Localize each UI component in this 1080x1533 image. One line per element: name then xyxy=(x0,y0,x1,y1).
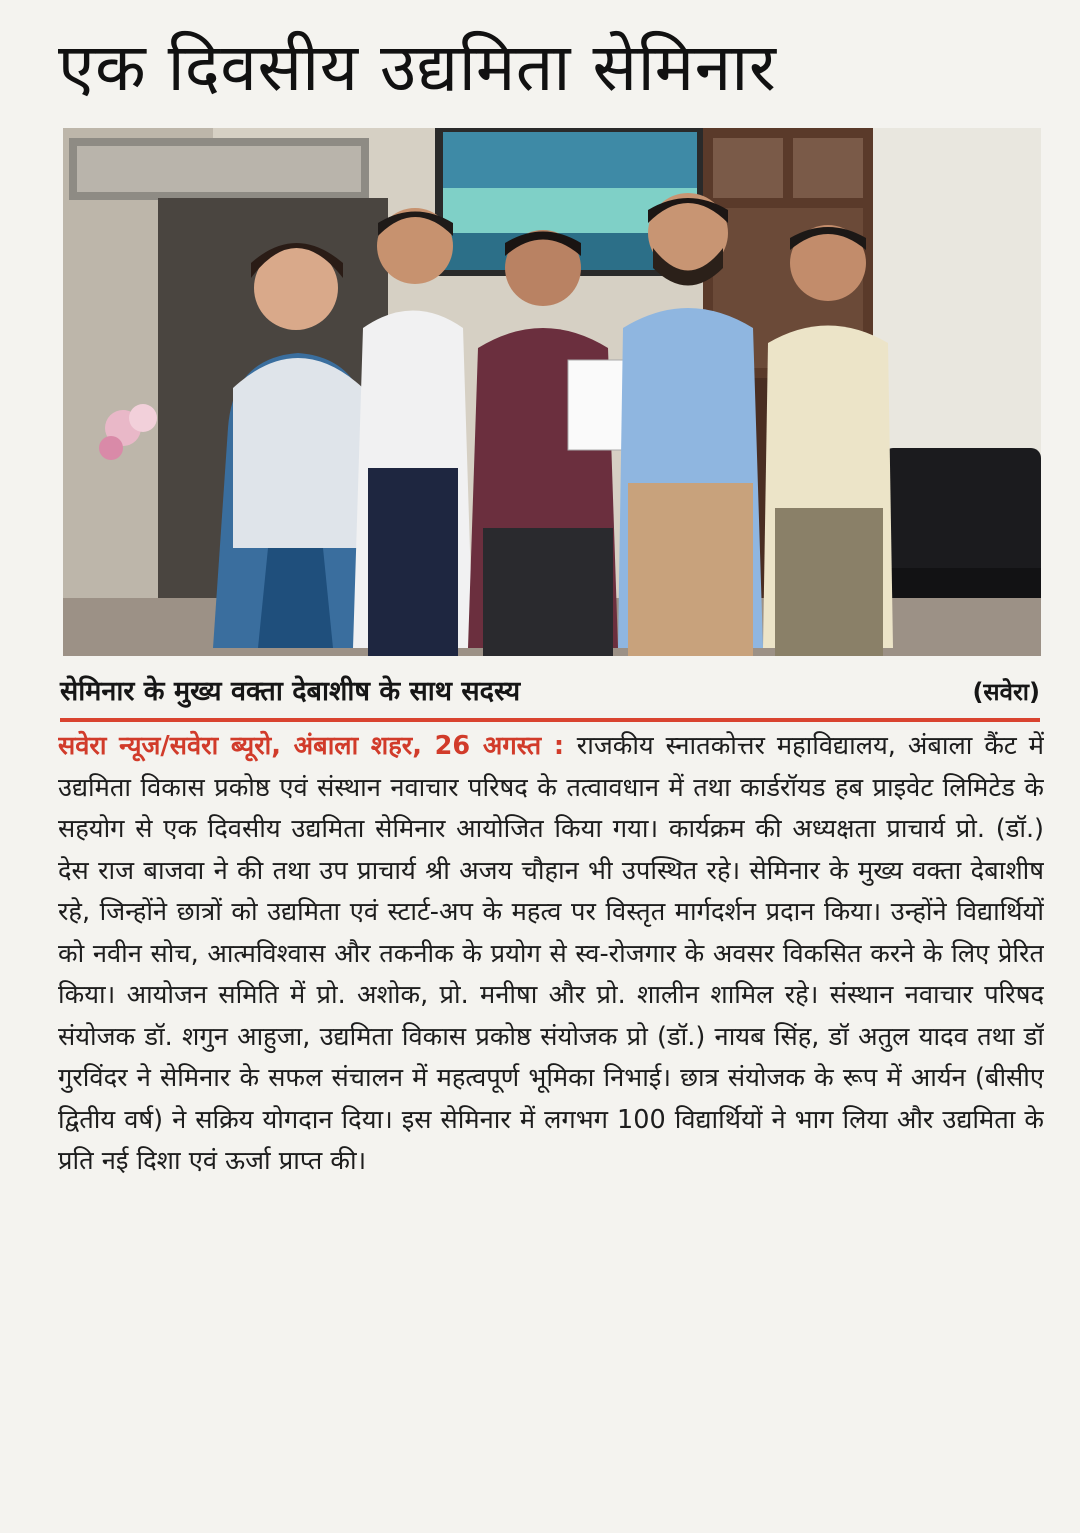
dateline-separator: : xyxy=(541,731,577,761)
photo-caption-row xyxy=(60,670,1040,714)
news-photo xyxy=(63,128,1041,656)
group-photo-illustration xyxy=(63,128,1041,656)
photo-caption: सेमिनार के मुख्य वक्ता देबाशीष के साथ सदस्य xyxy=(60,676,521,707)
article-body xyxy=(58,726,1044,1506)
caption-divider xyxy=(60,718,1040,722)
window xyxy=(873,128,1041,458)
article-text: राजकीय स्नातकोत्तर महाविद्यालय, अंबाला कैंट में उद्यमिता विकास प्रकोष्ठ एवं संस्थान नवाचार परिषद के तत्वावधान में तथा कार्डरॉयड हब प्राइवेट लिमिटेड के सहयोग से एक दिवसीय उद्यमिता सेमिनार आयोजित किया गया। कार्यक्रम की अध्यक्षता प्राचार्य प्रो. (डॉ.) देस राज बाजवा ने की तथा उप प्राचार्य श्री अजय चौहान भी उपस्थित रहे। सेमिनार के मुख्य वक्ता देबाशीष रहे, जिन्होंने छात्रों को उद्यमिता एवं स्टार्ट-अप के महत्व पर विस्तृत मार्गदर्शन प्रदान किया। उन्होंने विद्यार्थियों को नवीन सोच, आत्मविश्वास और तकनीक के प्रयोग से स्व-रोजगार के अवसर विकसित करने के लिए प्रेरित किया। आयोजन समिति में प्रो. अशोक, प्रो. मनीषा और प्रो. शालीन शामिल रहे। संस्थान नवाचार परिषद संयोजक डॉ. शगुन आहुजा, उद्यमिता विकास प्रकोष्ठ संयोजक प्रो (डॉ.) नायब सिंह, डॉ अतुल यादव तथा डॉ गुरविंदर ने सेमिनार के सफल संचालन में महत्वपूर्ण भूमिका निभाई। छात्र संयोजक के रूप में आर्यन (बीसीए द्वितीय वर्ष) ने सक्रिय योगदान दिया। इस सेमिनार में लगभग 100 विद्यार्थियों ने भाग लिया और उद्यमिता के प्रति नई दिशा एवं ऊर्जा प्राप्त की। xyxy=(58,731,1044,1176)
article-dateline: सवेरा न्यूज/सवेरा ब्यूरो, अंबाला शहर, 26 अगस्त xyxy=(58,731,542,761)
certificate xyxy=(568,360,628,450)
photo-credit: (सवेरा) xyxy=(972,678,1040,706)
headline: एक दिवसीय उद्यमिता सेमिनार xyxy=(58,29,777,106)
